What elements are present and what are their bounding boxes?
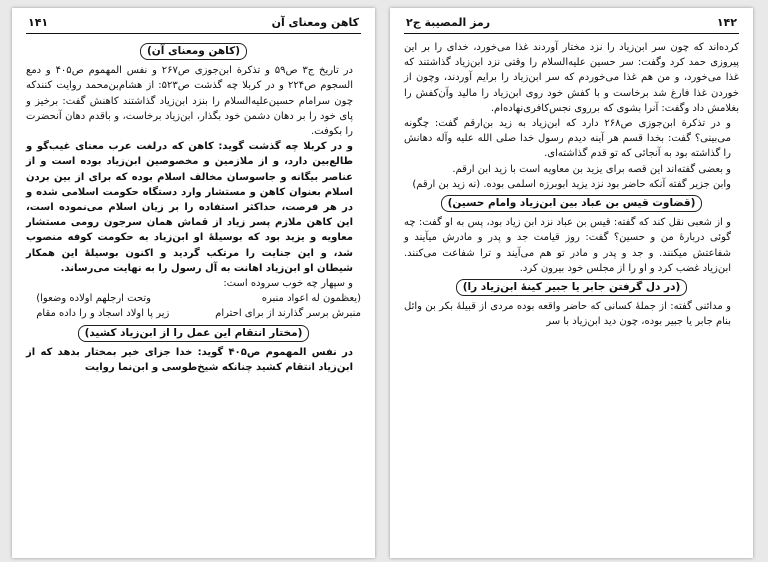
left-heading-1: (کاهن ومعنای آن): [140, 43, 247, 60]
left-page: [12, 8, 375, 558]
verse-2-hemistich-b: زیر پا اولاد اسجاد و را داده مقام: [36, 308, 170, 320]
right-page-header: [404, 16, 739, 32]
right-paragraph-5: و از شعبی نقل کند که گفته: قیس بن عباد نزد ابن زیاد بود، پس به او گفت: چه گوئی دربارهٔ من و حسین؟ گفت: روز قیامت جد و پدر و مادرش میآیند و شفاعتش میکنند. و جد و پدر و مادر تو هم می‌آیند و ترا شفاعت می‌کنند. ابن‌زیاد غضب کرد و او را از مجلس خود بیرون کرد.: [404, 217, 731, 274]
right-paragraph-6: و مدائنی گفته: از جملهٔ کسانی که حاضر واقعه بوده مردی از قبیلهٔ بکر بن وائل بنام جابر یا جبیر بوده، چون دید ابن‌زیاد با سر: [404, 301, 731, 328]
left-heading-2: (مختار انتقام این عمل را از ابن‌زیاد کشید): [78, 325, 310, 342]
verse-line-2: [26, 306, 361, 321]
left-header-rule: [26, 33, 361, 34]
left-paragraph-1: در تاریخ ج۳ ص۵۹ و تذکرة ابن‌جوزی ص۲۶۷ و نفس المهموم ص۴۰۵ و دمع السجوم ص۲۲۴ و در کربلا چه گذشت ص۵۲۳: از هشام‌بن‌محمد روایت کنندکه چون سرامام حسین‌علیه‌السلام را بنزد ابن‌زیاد گذاشتند کاهنش گفت: برخیز و پای خود را بر دهان دشمن خود بگذار، ابن‌زیاد برخاست، و باقدم دهان آنحضرت را بکوفت.: [26, 65, 353, 138]
left-page-number: ۱۴۱: [28, 16, 49, 29]
left-paragraph-4: در نفس المهموم ص۴۰۵ گوید: خدا جزای خیر بمختار بدهد که از ابن‌زیاد انتقام کشید چنانکه شیخ‌طوسی و ابن‌نما روایت: [26, 346, 353, 374]
left-page-header: [26, 16, 361, 32]
verse-1-hemistich-a: (یعظمون له اعواد منبره: [261, 293, 361, 305]
left-page-content: [26, 40, 361, 554]
right-paragraph-1: کرده‌اند که چون سر ابن‌زیاد را نزد مختار آوردند غذا می‌خورد، خدای را بر این پیروزی حمد کرد وگفت: سر حسین علیه‌السلام را وقتی نزد ابن‌زیاد گذاشتند که غذا می‌خورد، و من هم غذا می‌خوردم که سر ابن‌زیاد را برایم آوردند، وچون از خوردن غذا فارغ شد برخاست و با کفش خود روی ابن‌زیاد را مالید وآن‌کفش را بغلامش داد وگفت: آنرا بشوی که برروی نجس‌کافری‌نهاده‌ام.: [404, 42, 739, 114]
left-paragraph-3: و سپهار چه خوب سروده است:: [223, 278, 353, 290]
left-paragraph-2: و در کربلا چه گذشت گوید: کاهن که درلغت عرب معنای غیب‌گو و طالع‌بین دارد، و از ملازمین و مخصوصین ابن‌زیاد بوده است و از عناصر بیگانه و جاسوسان مخالف اسلام بوده که برای از بین بردن اسلام بعنوان کاهن و مستشار وارد دستگاه حکومت اسلامی شده و در هر فرصت، حداکثر استفاده را بر زیان اسلام می‌نموده است، این کاهن ملازم پسر زیاد از قماش همان سرجون رومی مستشار معاویه و یزید بود که بوسیلهٔ او ابن‌زیاد به حکومت کوفه منصوب شد، و این جنایت را مرتکب گردید و اکنون بوسیلهٔ این همکار شیطان او ابن‌زیاد اهانت به آل رسول را به نهایت می‌رساند.: [26, 141, 353, 274]
verse-line-1: [26, 291, 361, 306]
right-paragraph-3: و بعضی گفته‌اند این قصه برای یزید بن معاویه است با زید ابن ارقم.: [452, 163, 731, 175]
right-page-number: ۱۴۲: [716, 16, 737, 29]
right-page-content: [404, 40, 739, 554]
verse-2-hemistich-a: منبرش برسر گذارند از برای احترام: [215, 308, 361, 320]
verse-1-hemistich-b: وتحت ارجلهم اولاده وضعوا): [36, 293, 151, 305]
right-heading-1: (قضاوت قیس بن عباد بین ابن‌زیاد وامام حسین): [441, 195, 703, 212]
right-paragraph-2: و در تذکرة ابن‌جوزی ص۲۶۸ دارد که ابن‌زیاد به زید بن‌ارقم گفت: چگونه می‌بینی؟ گفت: بخدا قسم هر آینه دیدم رسول خدا صلی الله علیه وآله دهانش را گذاشته بود به آنجائی که تو قدم گذاشته‌ای.: [404, 118, 731, 160]
right-header-rule: [404, 33, 739, 34]
right-heading-2: (در دل گرفتن جابر یا جبیر کینهٔ ابن‌زیاد را): [456, 279, 688, 296]
right-running-title: رمز المصیبة ج۲: [406, 16, 491, 29]
right-page: [390, 8, 753, 558]
right-paragraph-4: وابن جزیر گفته آنکه حاضر بود نزد یزید ابوبرزه اسلمی بوده. (نه زید بن ارقم): [412, 178, 731, 190]
left-running-title: کاهن ومعنای آن: [271, 16, 359, 29]
